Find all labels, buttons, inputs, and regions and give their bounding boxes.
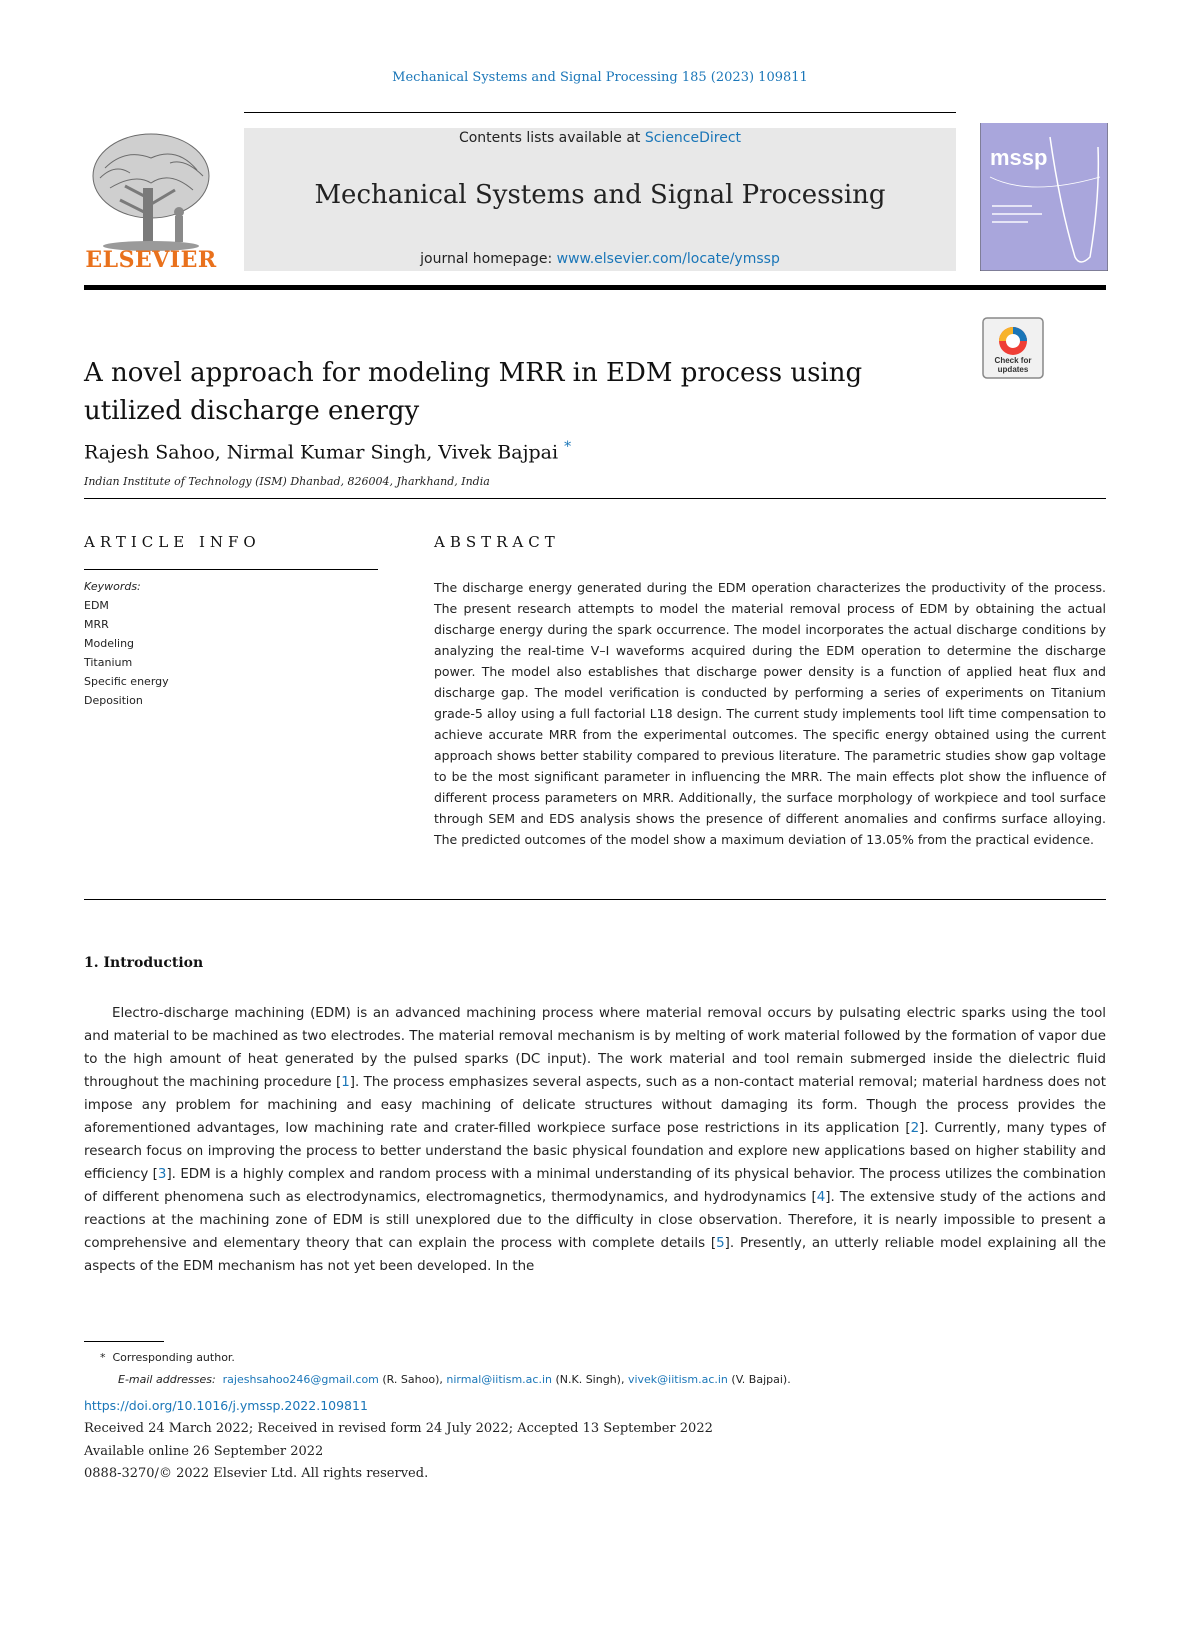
contents-prefix: Contents lists available at xyxy=(458,130,645,146)
doi-link[interactable]: https://doi.org/10.1016/j.ymssp.2022.109811 xyxy=(84,1398,368,1413)
reference-link[interactable]: 2 xyxy=(910,1121,920,1136)
intro-text: ]. Presently, an utterly reliable model explaining all the aspects of the EDM mechanism has not yet been developed. In the xyxy=(84,1236,1107,1274)
keyword-item: MRR xyxy=(84,618,109,631)
intro-text: ]. Currently, many types of research focus on improving the process to better understand the basic physical foundation and explore new applications based on higher stability and efficiency [ xyxy=(84,1121,1106,1182)
homepage-prefix: journal homepage: xyxy=(420,251,557,267)
badge-line2: updates xyxy=(997,365,1029,374)
abstract-heading: ABSTRACT xyxy=(434,533,560,551)
keyword-item: Titanium xyxy=(84,656,133,669)
journal-title: Mechanical Systems and Signal Processing xyxy=(314,180,886,210)
reference-link[interactable]: 4 xyxy=(816,1190,826,1205)
abstract-text: The discharge energy generated during the EDM operation characterizes the productivity of the process. The present research attempts to model the material removal process of EDM by obtaining the actual discharge energy during the spark occurrence. The model incorporates the actual discharge conditions by analyzing the real-time V–I waveforms acquired during the EDM operation to determine the discharge power. The model also establishes that discharge power density is a function of applied heat flux and discharge gap. The model verification is conducted by performing a series of experiments on Titanium grade-5 alloy using a full factorial L18 design. The current study implements tool lift time compensation to achieve accurate MRR from the experimental outcomes. The specific energy obtained using the current approach shows better stability compared to previous literature. The parametric studies show gap voltage to be the most significant parameter in influencing the MRR. The main effects plot show the influence of different process parameters on MRR. Additionally, the surface morphology of workpiece and tool surface through SEM and EDS analysis shows the presence of different anomalies and confirms surface alloying. The predicted outcomes of the model show a maximum deviation of 13.05% from the practical evidence. xyxy=(434,580,1106,847)
footnote-rule xyxy=(84,1341,164,1342)
contents-line xyxy=(244,130,956,146)
author-list xyxy=(84,439,571,463)
keyword-item: Specific energy xyxy=(84,675,169,688)
author-names: Rajesh Sahoo, Nirmal Kumar Singh, Vivek Bajpai xyxy=(84,441,559,464)
introduction-heading: 1. Introduction xyxy=(84,955,204,971)
article-title: A novel approach for modeling MRR in EDM process using utilized discharge energy xyxy=(84,358,863,426)
received-dates: Received 24 March 2022; Received in revised form 24 July 2022; Accepted 13 September 2022 xyxy=(84,1421,713,1436)
article-info-heading: ARTICLE INFO xyxy=(84,533,261,551)
keywords-label: Keywords: xyxy=(84,580,141,593)
reference-link[interactable]: 5 xyxy=(716,1236,725,1251)
journal-homepage-link[interactable]: www.elsevier.com/locate/ymssp xyxy=(556,251,780,267)
intro-text: ]. EDM is a highly complex and random process with a minimal understanding of its physical behavior. The process utilizes the combination of different phenomena such as electrodynamics, electromagnetics, thermodynamics, and hydrodynamics [ xyxy=(84,1167,1107,1205)
publisher-logo-text: ELSEVIER xyxy=(85,247,217,273)
copyright-line: 0888-3270/© 2022 Elsevier Ltd. All rights reserved. xyxy=(84,1466,429,1481)
footnote-mark: * xyxy=(100,1351,106,1364)
intro-text: ]. The process emphasizes several aspects, such as a non-contact material removal; material hardness does not impose any problem for machining and easy machining of delicate structures without damaging its form. Though the process provides the aforementioned advantages, low machining rate and crater-filled workpiece surface pose restrictions in its application [ xyxy=(84,1075,1107,1136)
corresponding-author-mark[interactable]: * xyxy=(564,439,572,455)
reference-link[interactable]: 1 xyxy=(341,1075,350,1090)
cover-title: mssp xyxy=(990,145,1048,170)
intro-text: Electro-discharge machining (EDM) is an advanced machining process where material removal occurs by pulsating electric sparks using the tool and material to be machined as two electrodes. The material removal mechanism is by melting of work material followed by the formation of vapor due to the high amount of heat generated by the pulsed sparks (DC input). The work material and tool remain submerged inside the dielectric fluid throughout the machining procedure [ xyxy=(84,1006,1106,1090)
email-owner: (V. Bajpai). xyxy=(727,1373,791,1386)
journal-homepage-line xyxy=(244,251,956,267)
journal-citation[interactable]: Mechanical Systems and Signal Processing 185 (2023) 109811 xyxy=(392,70,808,85)
keyword-item: Deposition xyxy=(84,694,143,707)
header-bottom-rule xyxy=(84,285,1106,290)
reference-link[interactable]: 3 xyxy=(157,1167,167,1182)
article-info-rule xyxy=(84,569,378,570)
email-link-bajpai[interactable]: vivek@iitism.ac.in xyxy=(627,1373,728,1386)
email-owner: (N.K. Singh), xyxy=(551,1373,628,1386)
affiliation: Indian Institute of Technology (ISM) Dhanbad, 826004, Jharkhand, India xyxy=(84,475,490,488)
header-top-rule xyxy=(244,112,956,113)
email-addresses-note xyxy=(118,1373,791,1386)
journal-cover-image[interactable] xyxy=(980,117,1108,271)
keyword-item: Modeling xyxy=(84,637,135,650)
badge-line1: Check for xyxy=(994,356,1032,365)
available-online: Available online 26 September 2022 xyxy=(84,1444,324,1459)
email-link-sahoo[interactable]: rajeshsahoo246@gmail.com xyxy=(222,1373,379,1386)
introduction-paragraph xyxy=(84,1002,1106,1278)
title-bottom-rule xyxy=(84,498,1106,499)
check-for-updates-badge[interactable] xyxy=(982,317,1044,379)
keyword-item: EDM xyxy=(84,599,109,612)
sciencedirect-link[interactable]: ScienceDirect xyxy=(644,130,742,146)
email-label: E-mail addresses: xyxy=(118,1373,216,1386)
corresponding-label: Corresponding author. xyxy=(112,1351,235,1364)
keyword-list xyxy=(84,596,169,710)
abstract-bottom-rule xyxy=(84,899,1106,900)
email-link-singh[interactable]: nirmal@iitism.ac.in xyxy=(446,1373,552,1386)
corresponding-author-note xyxy=(100,1351,235,1364)
email-owner: (R. Sahoo), xyxy=(378,1373,447,1386)
intro-text: ]. The extensive study of the actions and reactions at the machining zone of EDM is still unexplored due to the difficulty in close observation. Therefore, it is nearly impossible to present a comprehensive and elementary theory that can explain the process with complete details [ xyxy=(84,1190,1106,1251)
